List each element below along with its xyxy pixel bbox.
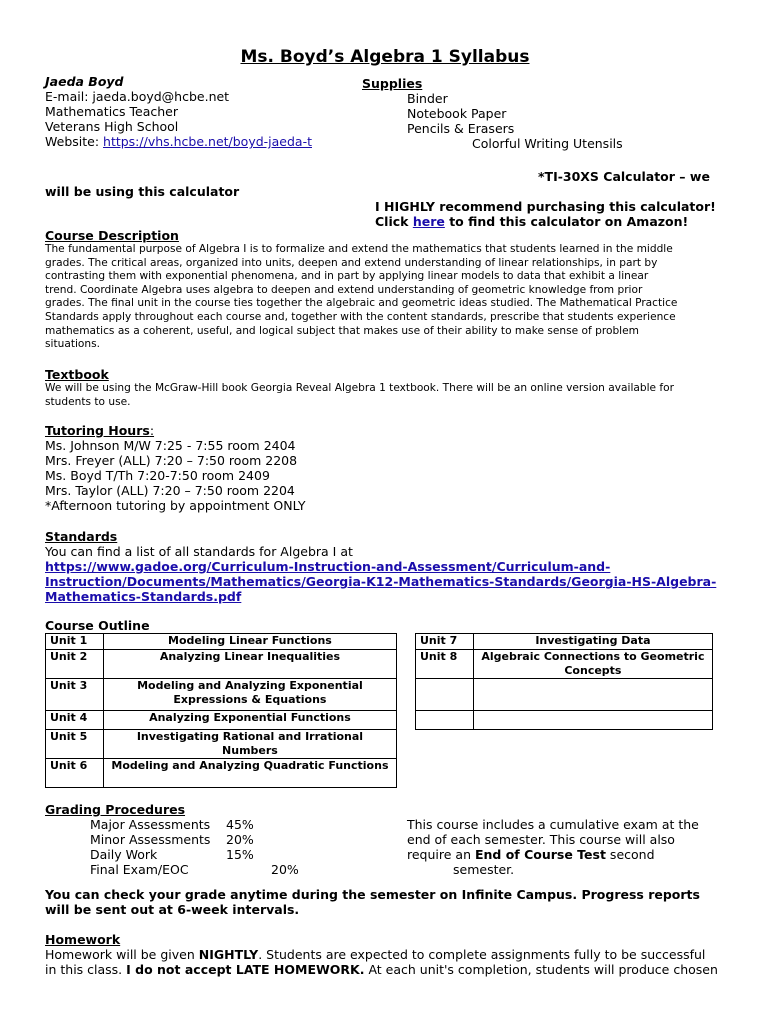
- unit-topic: Modeling Linear Functions: [103, 634, 396, 650]
- empty-cell: [416, 679, 474, 711]
- homework-late-policy: I do not accept LATE HOMEWORK.: [126, 962, 365, 977]
- exam-note-a: require an: [407, 847, 475, 862]
- course-description-text: [45, 243, 735, 352]
- tutoring-line: Ms. Boyd T/Th 7:20-7:50 room 2409: [45, 468, 270, 483]
- tutoring-heading-label: Tutoring Hours: [45, 423, 150, 438]
- standards-heading: Standards: [45, 529, 118, 544]
- standards-link-line[interactable]: https://www.gadoe.org/Curriculum-Instruction-and-Assessment/Curriculum-and-: [45, 559, 611, 574]
- unit-label: Unit 5: [46, 730, 104, 759]
- course-description-line: grades. The critical areas, organized into units, deepen and extend understanding of linear relationships, in part by: [45, 256, 658, 269]
- tutoring-line: Ms. Johnson M/W 7:25 - 7:55 room 2404: [45, 438, 296, 453]
- course-outline-heading: Course Outline: [45, 618, 150, 633]
- unit-topic: Modeling and Analyzing Exponential Expressions & Equations: [103, 679, 396, 711]
- website-label: Website:: [45, 134, 104, 149]
- tutoring-line: Mrs. Taylor (ALL) 7:20 – 7:50 room 2204: [45, 483, 295, 498]
- supply-binder: Binder: [407, 91, 448, 106]
- table-row: [46, 650, 397, 679]
- supply-notebook-paper: Notebook Paper: [407, 106, 507, 121]
- unit-topic: Investigating Rational and Irrational Numbers: [103, 730, 396, 759]
- homework-text: in this class.: [45, 962, 127, 977]
- unit-label: Unit 3: [46, 679, 104, 711]
- unit-topic: Investigating Data: [473, 634, 712, 650]
- table-row: [416, 634, 713, 650]
- tutoring-line: Mrs. Freyer (ALL) 7:20 – 7:50 room 2208: [45, 453, 298, 468]
- grading-heading: Grading Procedures: [45, 802, 186, 817]
- grade-check-line: You can check your grade anytime during the semester on Infinite Campus. Progress reports: [45, 887, 700, 902]
- table-row: [416, 711, 713, 730]
- exam-note-line: end of each semester. This course will also: [407, 832, 675, 847]
- grading-final-label: Final Exam/EOC: [90, 862, 189, 877]
- course-description-line: Standards apply throughout each course and, together with the content standards, prescribe that students experience: [45, 310, 676, 323]
- textbook-heading: Textbook: [45, 367, 109, 382]
- grading-minor-value: 20%: [226, 832, 254, 847]
- tutoring-line: *Afternoon tutoring by appointment ONLY: [45, 498, 306, 513]
- supplies-heading: Supplies: [362, 76, 423, 91]
- teacher-info: [45, 74, 312, 149]
- exam-note-c: second: [605, 847, 655, 862]
- course-description-line: grades. The final unit in the course ties together the algebraic and geometric ideas studied. The Mathematical Practice: [45, 297, 678, 310]
- calculator-click-line: [375, 214, 688, 229]
- homework-text: Homework will be given: [45, 947, 199, 962]
- empty-cell: [473, 679, 712, 711]
- calculator-note-continued: will be using this calculator: [45, 184, 240, 199]
- unit-label: Unit 6: [46, 759, 104, 788]
- table-row: [416, 679, 713, 711]
- homework-line: [45, 962, 718, 977]
- homework-line: [45, 947, 705, 962]
- exam-note-line: [407, 847, 655, 862]
- empty-cell: [416, 711, 474, 730]
- exam-note-line: semester.: [453, 862, 515, 877]
- table-row: [46, 711, 397, 730]
- tutoring-list: [45, 438, 306, 513]
- course-description-heading: Course Description: [45, 228, 179, 243]
- grading-major-value: 45%: [226, 817, 254, 832]
- standards-link[interactable]: [45, 559, 716, 604]
- tutoring-heading: [45, 423, 154, 438]
- teacher-role: Mathematics Teacher: [45, 104, 179, 119]
- grading-daily-label: Daily Work: [90, 847, 158, 862]
- tutoring-heading-colon: :: [149, 423, 155, 438]
- unit-topic: Algebraic Connections to Geometric Concepts: [473, 650, 712, 679]
- course-description-line: mathematics as a coherent, useful, and logical subject that makes use of their ability to make sense of problem: [45, 324, 639, 337]
- unit-topic: Modeling and Analyzing Quadratic Functions: [103, 759, 396, 788]
- calculator-recommend: I HIGHLY recommend purchasing this calculator!: [375, 199, 716, 214]
- teacher-email: E-mail: jaeda.boyd@hcbe.net: [45, 89, 230, 104]
- grading-minor-label: Minor Assessments: [90, 832, 211, 847]
- unit-topic: Analyzing Linear Inequalities: [103, 650, 396, 679]
- supply-utensils: Colorful Writing Utensils: [472, 136, 623, 151]
- empty-cell: [473, 711, 712, 730]
- table-row: [46, 634, 397, 650]
- teacher-name: Jaeda Boyd: [45, 74, 124, 89]
- textbook-line: students to use.: [45, 395, 131, 408]
- unit-topic: Analyzing Exponential Functions: [103, 711, 396, 730]
- table-row: [416, 650, 713, 679]
- click-text: Click: [375, 214, 413, 229]
- exam-note-eoc: End of Course Test: [474, 847, 606, 862]
- homework-text: . Students are expected to complete assignments fully to be successful: [258, 947, 706, 962]
- grade-check-line: will be sent out at 6-week intervals.: [45, 902, 300, 917]
- calculator-note: *TI-30XS Calculator – we: [538, 169, 710, 184]
- teacher-website: [45, 134, 312, 149]
- unit-label: Unit 4: [46, 711, 104, 730]
- amazon-here-link[interactable]: here: [412, 214, 445, 229]
- page-title: Ms. Boyd’s Algebra 1 Syllabus: [240, 47, 530, 67]
- course-description-line: situations.: [45, 338, 101, 351]
- unit-label: Unit 1: [46, 634, 104, 650]
- standards-intro: You can find a list of all standards for Algebra I at: [45, 544, 353, 559]
- unit-label: Unit 7: [416, 634, 474, 650]
- click-rest-text: to find this calculator on Amazon!: [444, 214, 689, 229]
- table-row: [46, 679, 397, 711]
- exam-note-line: This course includes a cumulative exam at the: [407, 817, 699, 832]
- standards-link-line[interactable]: Mathematics-Standards.pdf: [45, 589, 242, 604]
- homework-text: At each unit's completion, students will produce chosen: [364, 962, 718, 977]
- homework-nightly: NIGHTLY: [198, 947, 259, 962]
- textbook-line: We will be using the McGraw-Hill book Georgia Reveal Algebra 1 textbook. There will be an online version available for: [45, 382, 675, 394]
- grading-final-value: 20%: [271, 862, 299, 877]
- standards-link-line[interactable]: Instruction/Documents/Mathematics/Georgia-K12-Mathematics-Standards/Georgia-HS-Algebra-: [45, 574, 717, 589]
- course-description-line: The fundamental purpose of Algebra I is to formalize and extend the mathematics that students learned in the middle: [45, 243, 673, 255]
- table-row: [46, 759, 397, 788]
- course-outline-table-right: [415, 633, 713, 730]
- table-row: [46, 730, 397, 759]
- unit-label: Unit 8: [416, 650, 474, 679]
- supply-pencils: Pencils & Erasers: [407, 121, 515, 136]
- teacher-school: Veterans High School: [45, 119, 179, 134]
- website-link[interactable]: https://vhs.hcbe.net/boyd-jaeda-t: [103, 134, 312, 149]
- homework-heading: Homework: [45, 932, 121, 947]
- course-outline-table-left: [45, 633, 397, 788]
- unit-label: Unit 2: [46, 650, 104, 679]
- textbook-text: [45, 382, 735, 409]
- grading-daily-value: 15%: [226, 847, 254, 862]
- course-description-line: contrasting them with exponential phenomena, and in part by applying linear models to data that exhibit a linear: [45, 270, 649, 283]
- course-description-line: trend. Coordinate Algebra uses algebra to deepen and extend understanding of geometric knowledge from prior: [45, 283, 643, 296]
- grading-major-label: Major Assessments: [90, 817, 211, 832]
